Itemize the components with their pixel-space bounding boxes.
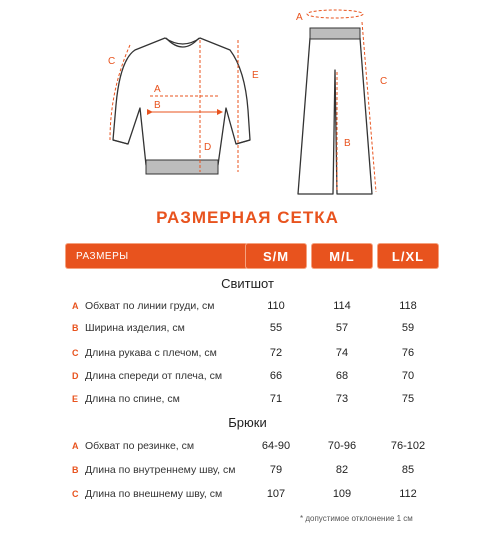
header-sizes-label: РАЗМЕРЫ [66, 244, 247, 268]
header-size-s-m: S/M [246, 244, 306, 268]
row-value-s-m: 55 [269, 322, 283, 334]
row-value-l-xl: 59 [401, 322, 415, 334]
row-label: Длина по спине, см [85, 393, 180, 405]
header-size-l-xl: L/XL [378, 244, 438, 268]
row-label: Длина спереди от плеча, см [85, 370, 223, 382]
row-value-s-m: 79 [269, 464, 283, 476]
table-row [0, 368, 495, 384]
row-label: Обхват по резинке, см [85, 440, 195, 452]
pants-waistband [310, 28, 360, 39]
table-row [0, 438, 495, 454]
table-row [0, 320, 495, 336]
sweatshirt-drawing [113, 38, 250, 165]
row-letter: A [72, 441, 79, 451]
row-letter: D [72, 371, 79, 381]
row-letter: E [72, 394, 79, 404]
row-value-s-m: 64-90 [261, 440, 291, 452]
table-row [0, 486, 495, 502]
row-value-l-xl: 76 [401, 347, 415, 359]
row-letter: C [72, 348, 79, 358]
row-value-l-xl: 70 [401, 370, 415, 382]
row-value-s-m: 72 [269, 347, 283, 359]
row-value-m-l: 109 [332, 488, 352, 500]
pants-letter-b: B [344, 138, 351, 149]
row-value-m-l: 73 [335, 393, 349, 405]
row-letter: A [72, 301, 79, 311]
table-row [0, 298, 495, 314]
row-label: Длина рукава с плечом, см [85, 347, 217, 359]
row-value-m-l: 114 [333, 300, 351, 312]
row-letter: B [72, 465, 79, 475]
row-value-l-xl: 75 [401, 393, 415, 405]
table-row [0, 462, 495, 478]
row-label: Обхват по линии груди, см [85, 300, 215, 312]
row-value-l-xl: 76-102 [390, 440, 426, 452]
row-value-s-m: 107 [266, 488, 286, 500]
row-value-m-l: 57 [335, 322, 349, 334]
row-letter: C [72, 489, 79, 499]
sweatshirt-letter-d: D [204, 142, 212, 153]
sweatshirt-letter-a: A [154, 84, 161, 95]
size-chart-title: РАЗМЕРНАЯ СЕТКА [156, 208, 339, 227]
row-value-m-l: 82 [335, 464, 349, 476]
sweatshirt-letter-e: E [252, 70, 259, 81]
row-value-l-xl: 112 [399, 488, 417, 500]
row-value-m-l: 70-96 [327, 440, 357, 452]
row-letter: B [72, 323, 79, 333]
row-value-l-xl: 118 [399, 300, 417, 312]
row-value-s-m: 71 [269, 393, 283, 405]
sweatshirt-section-title: Свитшот [221, 276, 274, 291]
row-label: Ширина изделия, см [85, 322, 185, 334]
tolerance-footnote: * допустимое отклонение 1 см [300, 514, 413, 523]
table-row [0, 345, 495, 361]
sweatshirt-dimensions [110, 40, 238, 172]
pants-letter-a: A [296, 12, 303, 23]
row-value-s-m: 110 [267, 300, 285, 312]
row-label: Длина по внутреннему шву, см [85, 464, 236, 476]
row-value-m-l: 68 [335, 370, 349, 382]
header-size-m-l: M/L [312, 244, 372, 268]
row-value-l-xl: 85 [401, 464, 415, 476]
sweatshirt-hem [146, 160, 218, 174]
sweatshirt-letter-c: C [108, 56, 116, 67]
pants-drawing [298, 38, 372, 194]
table-row [0, 391, 495, 407]
row-label: Длина по внешнему шву, см [85, 488, 223, 500]
row-value-s-m: 66 [269, 370, 283, 382]
pants-letter-c: C [380, 76, 388, 87]
garment-illustration [0, 0, 495, 205]
row-value-m-l: 74 [335, 347, 349, 359]
pants-section-title: Брюки [228, 415, 267, 430]
sweatshirt-letter-b: B [154, 100, 161, 111]
